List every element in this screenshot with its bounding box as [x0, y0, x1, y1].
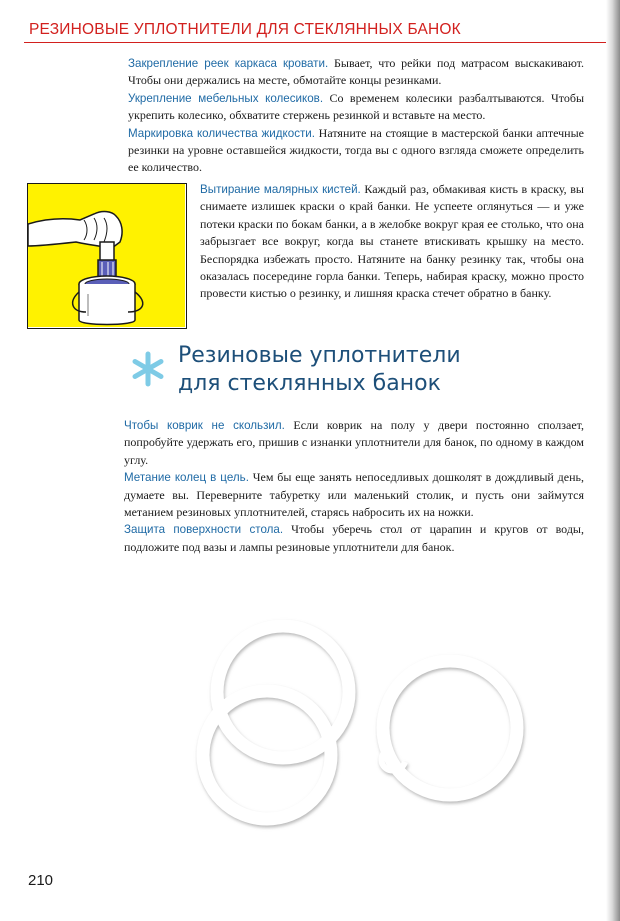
section-title-line1: Резиновые уплотнители [178, 343, 461, 368]
jar-ring [383, 661, 517, 795]
paragraph-lead: Укрепление мебельных колесиков. [128, 91, 324, 105]
paint-can-brush-icon [28, 184, 185, 327]
paragraph-lead: Метание колец в цель. [124, 471, 249, 485]
paragraph-body: Со временем колесики разбалтываются. Чтобы укрепить колесико, обхватите стержень резинкой и вставьте на место. [128, 90, 585, 123]
paragraph-doormat [124, 417, 584, 469]
paragraph-body: Если коврик на полу у двери постоянно сползает, попробуйте удержать его, пришив с изнанки уплотнители для банок, по одному в каждом углу. [124, 418, 584, 467]
paragraph-paint-brushes [200, 181, 584, 303]
paragraph-ring-toss [124, 469, 584, 521]
jar-rings-photo [175, 600, 535, 840]
running-header: РЕЗИНОВЫЕ УПЛОТНИТЕЛИ ДЛЯ СТЕКЛЯННЫХ БАНОК [29, 21, 461, 38]
paragraph-lead: Защита поверхности стола. [124, 523, 284, 537]
paragraph-body: Натяните на стоящие в мастерской банки аптечные резинки на уровне оставшейся жидкости, тогда вы с одного взгляда сможете определить ее количество. [128, 125, 584, 175]
intro-text-block [128, 55, 584, 177]
paint-brush-illustration [27, 183, 187, 329]
paragraph-furniture-casters [128, 90, 584, 125]
brush-text-block [200, 181, 584, 303]
paragraph-lead: Закрепление реек каркаса кровати. [128, 57, 329, 70]
paragraph-lead: Маркировка количества жидкости. [128, 126, 315, 140]
book-spine-shadow [606, 0, 620, 921]
section-title [178, 342, 461, 398]
header-rule [24, 42, 606, 43]
paragraph-body: Каждый раз, обмакивая кисть в краску, вы снимаете излишек краски о край банки. Не успеете оглянуться — и уже потеки краски по бокам банки, а в желобке вокруг края ее столько, что она забрызгает все вокруг, когда вы станете втискивать крышку на место. Беспорядка избежать просто. Натяните на банку резинку так, чтобы она оказалась посередине горла банки. Теперь, набирая краску, можно просто провести кистью о резинку, и лишняя краска стечет обратно в банку. [200, 182, 584, 301]
paragraph-body: Чтобы уберечь стол от царапин и кругов от воды, подложите под вазы и лампы резиновые уплотнители для банок. [124, 522, 584, 554]
page-number: 210 [28, 872, 54, 889]
paragraph-table-protection [124, 521, 584, 556]
paragraph-body: Бывает, что рейки под матрасом выскакивают. Чтобы они держались на месте, обмотайте концы резинками. [128, 56, 584, 88]
paragraph-liquid-level [128, 125, 584, 177]
asterisk-icon [128, 349, 168, 389]
paragraph-body: Чем бы еще занять непоседливых дошколят в дождливый день, думаете вы. Переверните табуретку или маленький столик, и пусть они займутся метанием резиновых уплотнителей, старясь набросить их на ножки. [124, 470, 584, 520]
paragraph-lead: Чтобы коврик не скользил. [124, 419, 285, 432]
section-title-line2: для стеклянных банок [178, 371, 441, 396]
paragraph-bed-slats [128, 55, 584, 90]
section-text-block [124, 417, 584, 556]
paragraph-lead: Вытирание малярных кистей. [200, 183, 361, 196]
